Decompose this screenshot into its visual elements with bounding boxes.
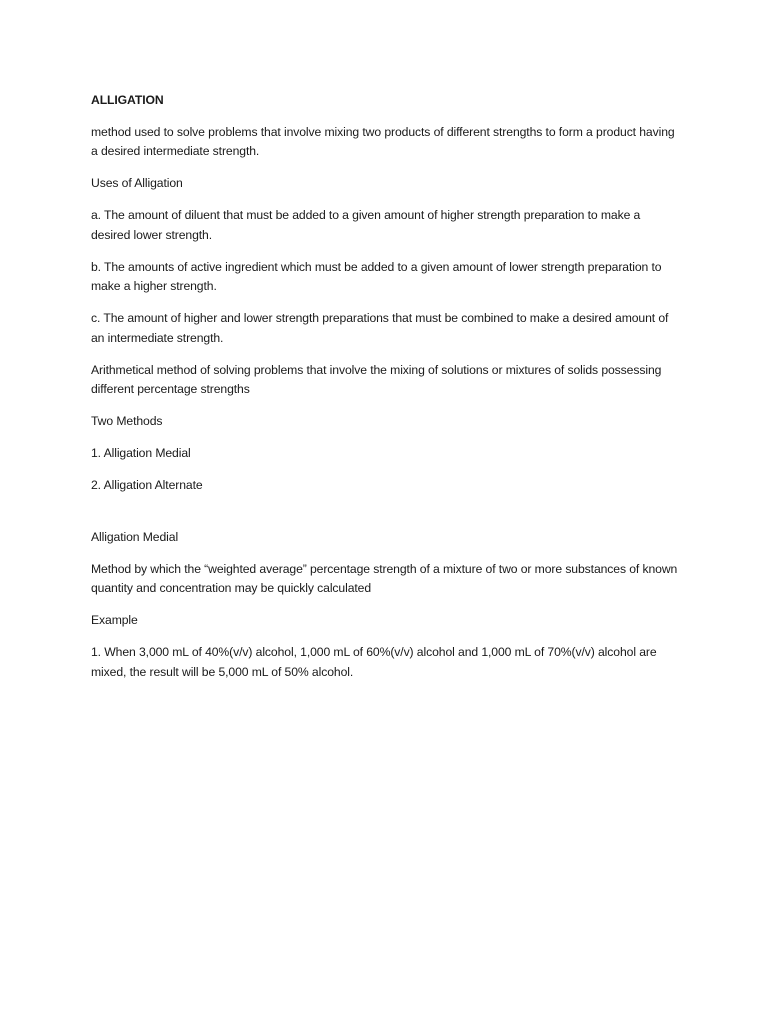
document-body [91, 91, 681, 695]
method-item-alternate: 2. Alligation Alternate [91, 478, 203, 493]
use-item-c: c. The amount of higher and lower strength preparations that must be combined to make a desired amount of an intermediate strength. [91, 311, 669, 345]
uses-heading: Uses of Alligation [91, 176, 183, 191]
example-text: 1. When 3,000 mL of 40%(v/v) alcohol, 1,000 mL of 60%(v/v) alcohol and 1,000 mL of 70%(v/v) alcohol are mixed, the result will be 5,000 mL of 50% alcohol. [91, 645, 657, 679]
definition-paragraph: method used to solve problems that involve mixing two products of different strengths to form a product having a desired intermediate strength. [91, 125, 675, 159]
method-item-medial: 1. Alligation Medial [91, 446, 191, 461]
medial-definition: Method by which the “weighted average” percentage strength of a mixture of two or more substances of known quantity and concentration may be quickly calculated [91, 562, 678, 596]
document-title: ALLIGATION [91, 93, 164, 107]
methods-heading: Two Methods [91, 414, 163, 429]
medial-heading: Alligation Medial [91, 530, 179, 545]
arithmetical-paragraph: Arithmetical method of solving problems that involve the mixing of solutions or mixtures of solids possessing different percentage strengths [91, 362, 662, 397]
use-item-a: a. The amount of diluent that must be added to a given amount of higher strength preparation to make a desired lower strength. [91, 208, 641, 242]
use-item-b: b. The amounts of active ingredient which must be added to a given amount of lower strength preparation to make a higher strength. [91, 259, 662, 294]
example-heading: Example [91, 613, 138, 628]
blank-line [91, 508, 681, 528]
